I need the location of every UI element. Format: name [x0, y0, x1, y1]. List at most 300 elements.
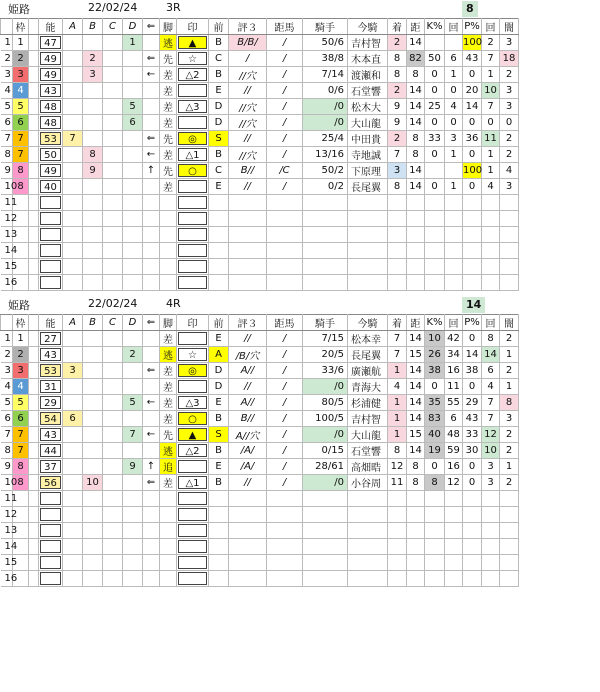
hyo-cell: //: [229, 475, 267, 491]
ima-cell: 吉村智: [348, 411, 388, 427]
ability-box: [39, 275, 63, 291]
b-cell: [83, 443, 103, 459]
hyo-cell: /A/: [229, 443, 267, 459]
d-cell: 2: [123, 347, 143, 363]
yami-cell: 3: [500, 179, 519, 195]
c-cell: [103, 163, 123, 179]
mark-value[interactable]: [178, 492, 207, 505]
p-cell: 20: [463, 83, 482, 99]
hyo-cell: //: [229, 331, 267, 347]
mark-value[interactable]: [178, 524, 207, 537]
chaku-cell: 1: [388, 395, 407, 411]
mark-value[interactable]: [178, 380, 207, 393]
table-row: [1, 51, 519, 67]
d-cell: [123, 83, 143, 99]
arr-cell: [143, 99, 160, 115]
column-header: B: [83, 19, 103, 35]
kishu-cell: [303, 211, 348, 227]
b-cell: [83, 259, 103, 275]
mae-cell: B: [209, 443, 229, 459]
p-cell: 0: [463, 179, 482, 195]
kai2-cell: [482, 243, 500, 259]
mark-value[interactable]: [178, 116, 207, 129]
kyaku-cell: 差: [160, 363, 177, 379]
a-cell: [63, 427, 83, 443]
kishu-cell: [303, 539, 348, 555]
table-row: [1, 259, 519, 275]
p-cell: [463, 195, 482, 211]
mark-box: [177, 195, 209, 211]
kyo-cell: /: [267, 363, 303, 379]
row-number: 2: [1, 51, 13, 67]
kyo-cell: [267, 243, 303, 259]
ability-value[interactable]: 37: [40, 460, 61, 473]
column-header: 今騎: [348, 315, 388, 331]
hyo-cell: [229, 491, 267, 507]
ability-value[interactable]: 49: [40, 52, 61, 65]
table-row: [1, 507, 519, 523]
ability-box: [39, 379, 63, 395]
hyo-cell: //: [229, 83, 267, 99]
mark-value[interactable]: △1: [178, 476, 207, 489]
dist-cell: 82: [407, 51, 425, 67]
chaku-cell: 9: [388, 115, 407, 131]
hyo-cell: //: [229, 179, 267, 195]
kyaku-cell: 差: [160, 99, 177, 115]
dist-cell: 14: [407, 115, 425, 131]
chaku-cell: 7: [388, 347, 407, 363]
ima-cell: 小谷周: [348, 475, 388, 491]
kai-cell: 6: [445, 411, 463, 427]
mark-box: [177, 555, 209, 571]
ability-value[interactable]: 27: [40, 332, 61, 345]
b-cell: [83, 523, 103, 539]
race-table: [0, 18, 519, 291]
c-cell: [103, 35, 123, 51]
race-block: [0, 0, 600, 291]
ability-value[interactable]: 53: [40, 132, 61, 145]
ability-value[interactable]: [40, 556, 61, 569]
kishu-cell: /0: [303, 99, 348, 115]
spacer-cell: [29, 491, 39, 507]
mark-value[interactable]: △1: [178, 148, 207, 161]
c-cell: [103, 475, 123, 491]
d-cell: [123, 411, 143, 427]
kyaku-cell: 差: [160, 83, 177, 99]
d-cell: 6: [123, 115, 143, 131]
a-cell: [63, 115, 83, 131]
ability-box: [39, 523, 63, 539]
kai-cell: 6: [445, 51, 463, 67]
mark-value[interactable]: [178, 556, 207, 569]
ability-value[interactable]: [40, 260, 61, 273]
chaku-cell: [388, 211, 407, 227]
arr-cell: ↑: [143, 163, 160, 179]
dist-cell: [407, 507, 425, 523]
table-row: [1, 443, 519, 459]
column-header: K%: [425, 315, 445, 331]
mark-value[interactable]: ◎: [178, 132, 207, 145]
mark-box: [177, 539, 209, 555]
column-header: 回: [445, 315, 463, 331]
yami-cell: [500, 555, 519, 571]
chaku-cell: [388, 195, 407, 211]
b-cell: [83, 395, 103, 411]
a-cell: [63, 51, 83, 67]
kyaku-cell: [160, 491, 177, 507]
hyo-cell: /A/: [229, 459, 267, 475]
spacer-cell: [29, 51, 39, 67]
yami-cell: 2: [500, 331, 519, 347]
mark-value[interactable]: ◎: [178, 364, 207, 377]
kyaku-cell: 差: [160, 331, 177, 347]
mark-value[interactable]: [178, 276, 207, 289]
ability-value[interactable]: [40, 244, 61, 257]
p-cell: 0: [463, 331, 482, 347]
mae-cell: [209, 211, 229, 227]
table-row: [1, 459, 519, 475]
spacer-cell: [29, 411, 39, 427]
b-cell: [83, 195, 103, 211]
row-number: 14: [1, 243, 13, 259]
k-cell: 0: [425, 147, 445, 163]
kyaku-cell: [160, 555, 177, 571]
kai2-cell: 2: [482, 35, 500, 51]
c-cell: [103, 99, 123, 115]
chaku-cell: 2: [388, 131, 407, 147]
column-header: C: [103, 19, 123, 35]
c-cell: [103, 507, 123, 523]
column-header: 印: [177, 19, 209, 35]
ability-value[interactable]: [40, 228, 61, 241]
mark-value[interactable]: ▲: [178, 36, 207, 49]
arr-cell: [143, 347, 160, 363]
ability-box: [39, 347, 63, 363]
b-cell: [83, 115, 103, 131]
spacer-cell: [29, 259, 39, 275]
kai2-cell: 7: [482, 395, 500, 411]
kai2-cell: [482, 259, 500, 275]
hyo-cell: [229, 211, 267, 227]
ima-cell: 吉村智: [348, 35, 388, 51]
yami-cell: [500, 211, 519, 227]
ability-value[interactable]: [40, 276, 61, 289]
table-row: [1, 555, 519, 571]
ability-value[interactable]: [40, 572, 61, 585]
mark-value[interactable]: ○: [178, 412, 207, 425]
ability-value[interactable]: 43: [40, 84, 61, 97]
mark-value[interactable]: △3: [178, 396, 207, 409]
ability-value[interactable]: 43: [40, 348, 61, 361]
waku-cell: 7: [13, 443, 29, 459]
ima-cell: 木本直: [348, 51, 388, 67]
ability-box: [39, 35, 63, 51]
hyo-cell: B//: [229, 411, 267, 427]
hyo-cell: [229, 571, 267, 587]
mark-value[interactable]: [178, 460, 207, 473]
chaku-cell: [388, 507, 407, 523]
spacer-cell: [29, 195, 39, 211]
k-cell: [425, 507, 445, 523]
kishu-cell: [303, 523, 348, 539]
race-number: 4R: [166, 297, 181, 310]
mark-value[interactable]: ○: [178, 164, 207, 177]
arr-cell: [143, 227, 160, 243]
table-row: [1, 211, 519, 227]
yami-cell: 2: [500, 427, 519, 443]
dist-cell: 14: [407, 99, 425, 115]
ability-value[interactable]: [40, 212, 61, 225]
ability-value[interactable]: 49: [40, 164, 61, 177]
d-cell: [123, 571, 143, 587]
d-cell: [123, 443, 143, 459]
ability-box: [39, 243, 63, 259]
mark-value[interactable]: [178, 228, 207, 241]
kyaku-cell: [160, 259, 177, 275]
ima-cell: 長尾翼: [348, 179, 388, 195]
mark-value[interactable]: ▲: [178, 428, 207, 441]
row-number: 7: [1, 427, 13, 443]
p-cell: [463, 507, 482, 523]
mark-value[interactable]: [178, 84, 207, 97]
p-cell: [463, 211, 482, 227]
kyo-cell: [267, 571, 303, 587]
mark-value[interactable]: [178, 260, 207, 273]
c-cell: [103, 179, 123, 195]
c-cell: [103, 427, 123, 443]
ability-value[interactable]: [40, 508, 61, 521]
waku-cell: 4: [13, 83, 29, 99]
mae-cell: [209, 571, 229, 587]
mae-cell: E: [209, 395, 229, 411]
d-cell: [123, 259, 143, 275]
kai-cell: 1: [445, 147, 463, 163]
ability-value[interactable]: 53: [40, 364, 61, 377]
kai2-cell: 3: [482, 459, 500, 475]
kyo-cell: /: [267, 51, 303, 67]
mae-cell: D: [209, 363, 229, 379]
ability-value[interactable]: 31: [40, 380, 61, 393]
chaku-cell: 8: [388, 51, 407, 67]
kai-cell: [445, 243, 463, 259]
column-header: 距: [407, 315, 425, 331]
k-cell: 0: [425, 459, 445, 475]
b-cell: [83, 99, 103, 115]
kishu-cell: [303, 275, 348, 291]
mark-value[interactable]: [178, 196, 207, 209]
ability-value[interactable]: 50: [40, 148, 61, 161]
ability-box: [39, 195, 63, 211]
spacer-cell: [29, 243, 39, 259]
d-cell: [123, 243, 143, 259]
kyaku-cell: 先: [160, 163, 177, 179]
ability-value[interactable]: 29: [40, 396, 61, 409]
kai2-cell: 4: [482, 379, 500, 395]
kishu-cell: 50/6: [303, 35, 348, 51]
kai-cell: [445, 491, 463, 507]
ima-cell: 寺地誠: [348, 147, 388, 163]
ability-value[interactable]: 54: [40, 412, 61, 425]
mark-value[interactable]: ☆: [178, 348, 207, 361]
dist-cell: [407, 555, 425, 571]
mark-box: [177, 347, 209, 363]
mark-box: [177, 163, 209, 179]
kyaku-cell: 逃: [160, 347, 177, 363]
hyo-cell: [229, 195, 267, 211]
arr-cell: [143, 571, 160, 587]
ability-value[interactable]: 48: [40, 100, 61, 113]
a-cell: 6: [63, 411, 83, 427]
ima-cell: 下原理: [348, 163, 388, 179]
ability-box: [39, 395, 63, 411]
k-cell: [425, 259, 445, 275]
ability-box: [39, 491, 63, 507]
mark-box: [177, 131, 209, 147]
mark-value[interactable]: △3: [178, 100, 207, 113]
yami-cell: [500, 275, 519, 291]
row-number: 9: [1, 459, 13, 475]
dist-cell: 8: [407, 147, 425, 163]
a-cell: [63, 195, 83, 211]
ability-box: [39, 179, 63, 195]
k-cell: [425, 211, 445, 227]
mark-value[interactable]: [178, 244, 207, 257]
row-number: 7: [1, 131, 13, 147]
mae-cell: [209, 523, 229, 539]
dist-cell: [407, 523, 425, 539]
table-row: [1, 147, 519, 163]
kyaku-cell: 差: [160, 147, 177, 163]
kai2-cell: 7: [482, 99, 500, 115]
column-header: ⇐: [143, 315, 160, 331]
kai2-cell: 10: [482, 83, 500, 99]
d-cell: [123, 163, 143, 179]
mark-value[interactable]: △2: [178, 444, 207, 457]
mark-value[interactable]: [178, 332, 207, 345]
dist-cell: 14: [407, 35, 425, 51]
b-cell: [83, 427, 103, 443]
mae-cell: S: [209, 427, 229, 443]
column-header: A: [63, 19, 83, 35]
c-cell: [103, 67, 123, 83]
hyo-cell: [229, 507, 267, 523]
ability-box: [39, 211, 63, 227]
chaku-cell: [388, 275, 407, 291]
row-number: 9: [1, 163, 13, 179]
column-header: 距馬: [267, 19, 303, 35]
kyaku-cell: [160, 275, 177, 291]
k-cell: 19: [425, 443, 445, 459]
spacer-cell: [29, 347, 39, 363]
mark-value[interactable]: ☆: [178, 52, 207, 65]
ability-value[interactable]: 47: [40, 36, 61, 49]
mark-box: [177, 147, 209, 163]
row-number: 16: [1, 275, 13, 291]
ability-box: [39, 259, 63, 275]
column-header: 評３: [229, 19, 267, 35]
ability-value[interactable]: 44: [40, 444, 61, 457]
kishu-cell: 25/4: [303, 131, 348, 147]
ability-value[interactable]: [40, 196, 61, 209]
ability-box: [39, 443, 63, 459]
d-cell: 5: [123, 395, 143, 411]
d-cell: [123, 131, 143, 147]
column-header: P%: [463, 315, 482, 331]
arr-cell: ←: [143, 427, 160, 443]
spacer-cell: [29, 227, 39, 243]
ability-value[interactable]: 49: [40, 68, 61, 81]
mark-value[interactable]: [178, 572, 207, 585]
waku-cell: 7: [13, 131, 29, 147]
b-cell: [83, 539, 103, 555]
kyaku-cell: 先: [160, 131, 177, 147]
mark-value[interactable]: [178, 540, 207, 553]
mark-box: [177, 571, 209, 587]
ima-cell: 石堂響: [348, 443, 388, 459]
ability-value[interactable]: [40, 492, 61, 505]
kai-cell: [445, 523, 463, 539]
k-cell: 40: [425, 427, 445, 443]
dist-cell: 14: [407, 379, 425, 395]
arr-cell: [143, 243, 160, 259]
hyo-cell: [229, 523, 267, 539]
waku-cell: 6: [13, 411, 29, 427]
mark-value[interactable]: [178, 212, 207, 225]
row-number: 11: [1, 195, 13, 211]
table-row: [1, 427, 519, 443]
ability-value[interactable]: 40: [40, 180, 61, 193]
ability-box: [39, 115, 63, 131]
spacer-cell: [29, 163, 39, 179]
waku-cell: 5: [13, 99, 29, 115]
b-cell: 9: [83, 163, 103, 179]
b-cell: 10: [83, 475, 103, 491]
ability-value[interactable]: 48: [40, 116, 61, 129]
row-number: 11: [1, 491, 13, 507]
mae-cell: E: [209, 331, 229, 347]
arr-cell: [143, 523, 160, 539]
ability-value[interactable]: [40, 540, 61, 553]
mark-value[interactable]: △2: [178, 68, 207, 81]
kai-cell: 1: [445, 67, 463, 83]
kishu-cell: /0: [303, 379, 348, 395]
mark-value[interactable]: [178, 508, 207, 521]
ima-cell: 大山龍: [348, 427, 388, 443]
ability-value[interactable]: 56: [40, 476, 61, 489]
kai-cell: [445, 211, 463, 227]
k-cell: 33: [425, 131, 445, 147]
table-row: [1, 331, 519, 347]
mae-cell: [209, 507, 229, 523]
hyo-cell: A//穴: [229, 427, 267, 443]
mark-value[interactable]: [178, 180, 207, 193]
table-row: [1, 115, 519, 131]
a-cell: [63, 275, 83, 291]
kai-cell: [445, 507, 463, 523]
row-number: 10: [1, 475, 13, 491]
ability-box: [39, 539, 63, 555]
spacer-cell: [29, 331, 39, 347]
k-cell: 0: [425, 83, 445, 99]
k-cell: [425, 195, 445, 211]
race-date: 22/02/24: [88, 297, 138, 310]
waku-cell: 2: [13, 51, 29, 67]
ability-value[interactable]: 43: [40, 428, 61, 441]
ima-cell: [348, 507, 388, 523]
mark-box: [177, 51, 209, 67]
dist-cell: 14: [407, 163, 425, 179]
ability-value[interactable]: [40, 524, 61, 537]
